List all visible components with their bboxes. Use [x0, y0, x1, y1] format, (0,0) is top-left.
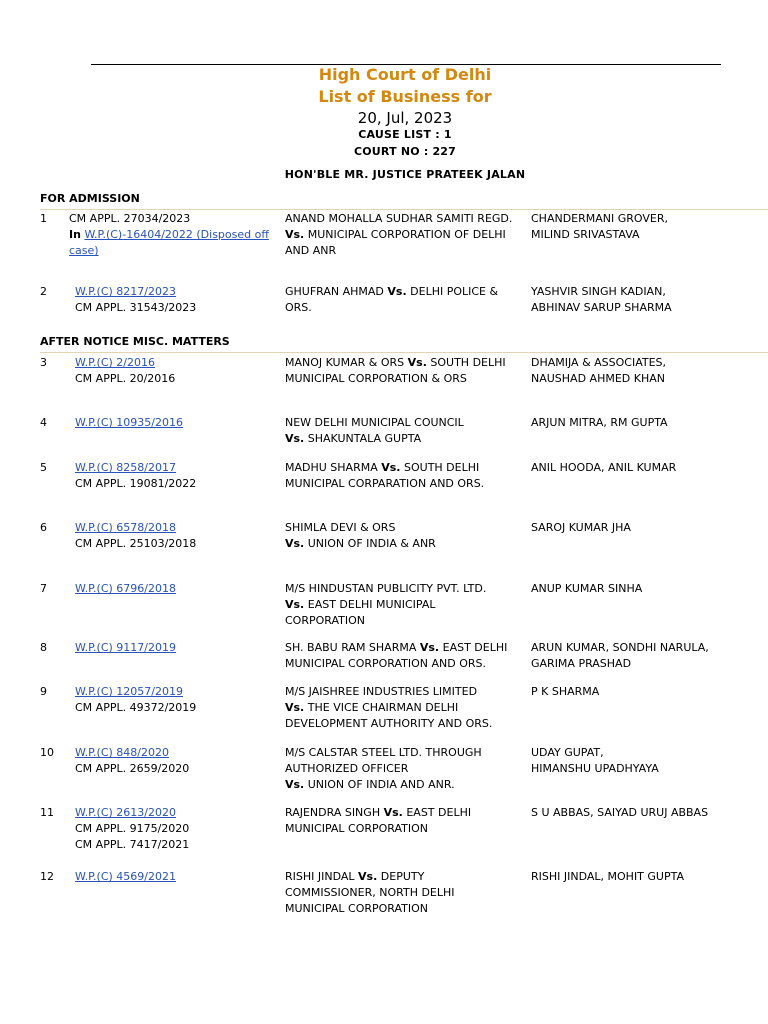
respondent: EAST DELHI MUNICIPAL	[307, 598, 436, 611]
section-heading-admission: FOR ADMISSION	[40, 192, 140, 205]
item-number: 4	[40, 416, 47, 429]
advocate: RISHI JINDAL, MOHIT GUPTA	[531, 870, 685, 883]
case-cell	[75, 460, 280, 492]
petitioner: M/S HINDUSTAN PUBLICITY PVT. LTD.	[285, 582, 487, 595]
respondent-continued: MUNICIPAL CORPORATION AND ORS.	[285, 657, 487, 670]
versus-label: Vs.	[285, 598, 305, 611]
petitioner: NEW DELHI MUNICIPAL COUNCIL	[285, 416, 464, 429]
advocate: YASHVIR SINGH KADIAN,	[531, 285, 666, 298]
item-number: 2	[40, 285, 47, 298]
item-number: 5	[40, 461, 47, 474]
advocates-cell	[531, 460, 761, 476]
respondent-continued: MUNICIPAL CORPORATION	[285, 902, 429, 915]
advocates-cell	[531, 284, 761, 316]
respondent-continued: MUNICIPAL CORPORATION	[285, 822, 429, 835]
case-link[interactable]: W.P.(C) 4569/2021	[75, 870, 176, 883]
advocate: ANUP KUMAR SINHA	[531, 582, 643, 595]
advocates-cell	[531, 581, 761, 597]
case-link[interactable]: W.P.(C) 12057/2019	[75, 685, 183, 698]
case-cell	[69, 211, 274, 259]
case-cell	[75, 520, 280, 552]
versus-label: Vs.	[285, 228, 305, 241]
advocates-cell	[531, 211, 761, 243]
parties-cell	[285, 745, 525, 793]
versus-label: Vs.	[285, 778, 305, 791]
application-number: CM APPL. 9175/2020	[75, 822, 190, 835]
item-number: 10	[40, 746, 54, 759]
case-link[interactable]: W.P.(C) 6578/2018	[75, 521, 176, 534]
respondent-continued: COMMISSIONER, NORTH DELHI	[285, 886, 455, 899]
case-cell	[75, 355, 280, 387]
parties-cell	[285, 869, 525, 917]
versus-label: Vs.	[285, 432, 305, 445]
versus-label: Vs.	[285, 701, 305, 714]
court-number: COURT NO : 227	[353, 145, 457, 158]
versus-label: Vs.	[419, 641, 440, 654]
parties-cell	[285, 805, 525, 837]
case-link-continued[interactable]: case)	[69, 244, 99, 257]
application-number: CM APPL. 25103/2018	[75, 537, 197, 550]
section-heading-after-notice: AFTER NOTICE MISC. MATTERS	[40, 335, 230, 348]
court-title: High Court of Delhi	[318, 65, 492, 84]
list-title: List of Business for	[318, 87, 492, 106]
item-number: 3	[40, 356, 47, 369]
respondent-continued: MUNICIPAL CORPORATION & ORS	[285, 372, 467, 385]
advocate: GARIMA PRASHAD	[531, 657, 632, 670]
case-cell	[75, 415, 280, 431]
advocate: S U ABBAS, SAIYAD URUJ ABBAS	[531, 806, 709, 819]
cause-list-number: CAUSE LIST : 1	[358, 128, 452, 141]
case-link[interactable]: W.P.(C) 2613/2020	[75, 806, 176, 819]
case-link[interactable]: W.P.(C) 9117/2019	[75, 641, 176, 654]
respondent: THE VICE CHAIRMAN DELHI	[307, 701, 459, 714]
in-label: In	[69, 228, 81, 241]
advocate: ABHINAV SARUP SHARMA	[531, 301, 672, 314]
petitioner: RAJENDRA SINGH	[285, 806, 381, 819]
petitioner: RISHI JINDAL	[285, 870, 355, 883]
advocates-cell	[531, 745, 761, 777]
case-cell	[75, 805, 280, 853]
application-number: CM APPL. 2659/2020	[75, 762, 190, 775]
advocate: HIMANSHU UPADHYAYA	[531, 762, 659, 775]
petitioner: ANAND MOHALLA SUDHAR SAMITI REGD.	[285, 212, 513, 225]
respondent-continued: DEVELOPMENT AUTHORITY AND ORS.	[285, 717, 493, 730]
application-number: CM APPL. 20/2016	[75, 372, 176, 385]
respondent-continued: MUNICIPAL CORPARATION AND ORS.	[285, 477, 485, 490]
item-number: 9	[40, 685, 47, 698]
petitioner: MADHU SHARMA	[285, 461, 378, 474]
parties-cell	[285, 460, 525, 492]
versus-label: Vs.	[358, 870, 378, 883]
petitioner: GHUFRAN AHMAD	[285, 285, 384, 298]
case-link[interactable]: W.P.(C) 8258/2017	[75, 461, 176, 474]
petitioner-continued: AUTHORIZED OFFICER	[285, 762, 409, 775]
versus-label: Vs.	[381, 461, 401, 474]
petitioner: SHIMLA DEVI & ORS	[285, 521, 396, 534]
case-cell	[75, 640, 280, 656]
item-number: 8	[40, 641, 47, 654]
case-link[interactable]: W.P.(C)-16404/2022 (Disposed off	[84, 228, 269, 241]
case-link[interactable]: W.P.(C) 8217/2023	[75, 285, 176, 298]
advocate: CHANDERMANI GROVER,	[531, 212, 669, 225]
case-link[interactable]: W.P.(C) 848/2020	[75, 746, 169, 759]
application-number: CM APPL. 7417/2021	[75, 838, 190, 851]
parties-cell	[285, 684, 525, 732]
versus-label: Vs.	[285, 537, 305, 550]
advocates-cell	[531, 355, 761, 387]
respondent: DEPUTY	[380, 870, 425, 883]
application-number: CM APPL. 49372/2019	[75, 701, 197, 714]
versus-label: Vs.	[407, 356, 427, 369]
respondent: SOUTH DELHI	[404, 461, 480, 474]
respondent-continued: AND ANR	[285, 244, 337, 257]
case-cell	[75, 869, 280, 885]
respondent: EAST DELHI	[442, 641, 508, 654]
application-number: CM APPL. 31543/2023	[75, 301, 197, 314]
item-number: 11	[40, 806, 54, 819]
case-cell	[75, 745, 280, 777]
case-link[interactable]: W.P.(C) 6796/2018	[75, 582, 176, 595]
petitioner: SH. BABU RAM SHARMA	[285, 641, 417, 654]
advocate: P K SHARMA	[531, 685, 600, 698]
advocate: SAROJ KUMAR JHA	[531, 521, 631, 534]
parties-cell	[285, 581, 525, 629]
advocate: ARUN KUMAR, SONDHI NARULA,	[531, 641, 709, 654]
respondent: EAST DELHI	[406, 806, 472, 819]
item-number: 12	[40, 870, 54, 883]
respondent: MUNICIPAL CORPORATION OF DELHI	[307, 228, 506, 241]
section-divider	[40, 352, 768, 353]
advocate: UDAY GUPAT,	[531, 746, 604, 759]
respondent: DELHI POLICE &	[410, 285, 499, 298]
respondent-continued: CORPORATION	[285, 614, 365, 627]
advocate: MILIND SRIVASTAVA	[531, 228, 640, 241]
application-number: CM APPL. 27034/2023	[69, 212, 191, 225]
advocates-cell	[531, 869, 761, 885]
respondent: UNION OF INDIA & ANR	[307, 537, 436, 550]
petitioner: M/S CALSTAR STEEL LTD. THROUGH	[285, 746, 482, 759]
advocates-cell	[531, 520, 761, 536]
versus-label: Vs.	[387, 285, 407, 298]
item-number: 7	[40, 582, 47, 595]
case-cell	[75, 581, 280, 597]
respondent-continued: ORS.	[285, 301, 312, 314]
list-date: 20, Jul, 2023	[357, 109, 453, 127]
respondent: SOUTH DELHI	[430, 356, 506, 369]
advocate: NAUSHAD AHMED KHAN	[531, 372, 665, 385]
advocates-cell	[531, 640, 761, 672]
parties-cell	[285, 640, 525, 672]
parties-cell	[285, 284, 525, 316]
respondent: UNION OF INDIA AND ANR.	[307, 778, 455, 791]
case-link[interactable]: W.P.(C) 10935/2016	[75, 416, 183, 429]
parties-cell	[285, 211, 525, 259]
advocates-cell	[531, 415, 761, 431]
parties-cell	[285, 520, 525, 552]
advocate: ANIL HOODA, ANIL KUMAR	[531, 461, 677, 474]
item-number: 1	[40, 212, 47, 225]
in-case-line	[69, 227, 274, 243]
case-cell	[75, 284, 280, 316]
advocate: ARJUN MITRA, RM GUPTA	[531, 416, 668, 429]
application-number: CM APPL. 19081/2022	[75, 477, 197, 490]
item-number: 6	[40, 521, 47, 534]
respondent: SHAKUNTALA GUPTA	[307, 432, 422, 445]
petitioner: MANOJ KUMAR & ORS	[285, 356, 405, 369]
advocate: DHAMIJA & ASSOCIATES,	[531, 356, 667, 369]
judge-name: HON'BLE MR. JUSTICE PRATEEK JALAN	[284, 168, 526, 181]
advocates-cell	[531, 684, 761, 700]
parties-cell	[285, 355, 525, 387]
parties-cell	[285, 415, 525, 447]
case-cell	[75, 684, 280, 716]
case-link[interactable]: W.P.(C) 2/2016	[75, 356, 155, 369]
petitioner: M/S JAISHREE INDUSTRIES LIMITED	[285, 685, 478, 698]
section-divider	[40, 209, 768, 210]
advocates-cell	[531, 805, 761, 821]
versus-label: Vs.	[383, 806, 403, 819]
